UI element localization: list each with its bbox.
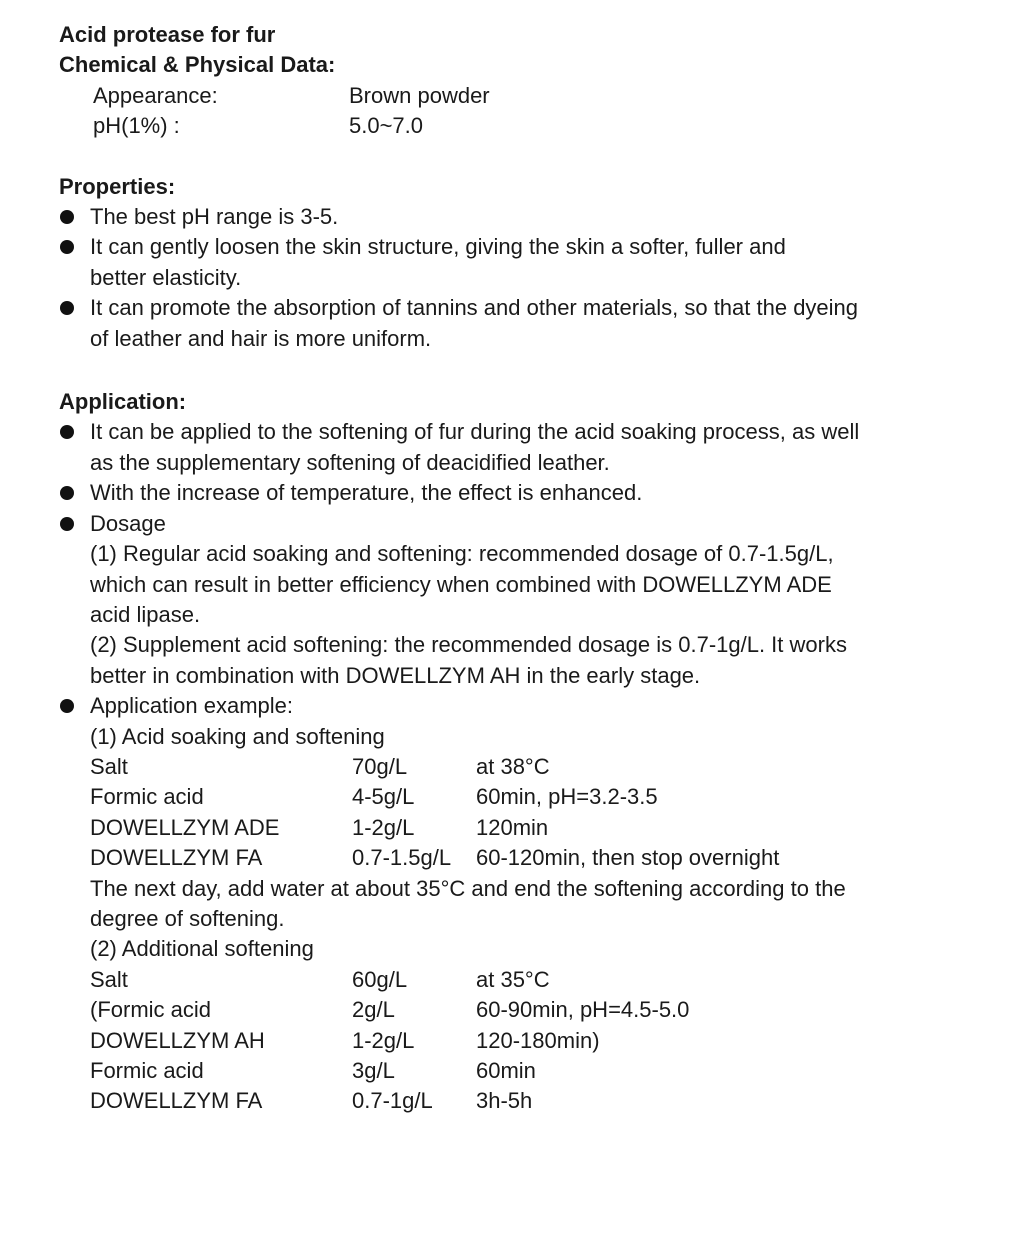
product-title: Acid protease for fur — [59, 22, 276, 47]
bullet-icon — [60, 240, 74, 254]
application-heading: Application: — [59, 389, 187, 415]
table-row: Formic acid 4-5g/L 60min, pH=3.2-3.5 — [90, 784, 658, 810]
bullet-icon — [60, 425, 74, 439]
appearance-row — [59, 81, 959, 111]
table-row: DOWELLZYM AH 1-2g/L 120-180min) — [90, 1027, 600, 1053]
table-row: DOWELLZYM ADE 1-2g/L 120min — [90, 814, 549, 840]
table-row: Salt 60g/L at 35°C — [90, 966, 550, 992]
dosage-text: (2) Supplement acid softening: the recommended dosage is 0.7-1g/L. It works — [90, 632, 847, 658]
properties-item: The best pH range is 3-5. — [59, 202, 959, 232]
table-row: DOWELLZYM FA 0.7-1g/L 3h-5h — [90, 1088, 533, 1114]
application-item: Dosage — [59, 509, 959, 539]
bullet-icon — [60, 486, 74, 500]
example-1-note: degree of softening. — [90, 905, 285, 931]
example-1-note: The next day, add water at about 35°C and end the softening according to the — [90, 875, 846, 901]
ph-row — [59, 111, 959, 141]
properties-heading: Properties: — [59, 173, 176, 199]
properties-item-cont: of leather and hair is more uniform. — [90, 325, 432, 351]
bullet-icon — [60, 301, 74, 315]
example-2-title: (2) Additional softening — [90, 936, 314, 962]
bullet-icon — [60, 210, 74, 224]
table-row: DOWELLZYM FA 0.7-1.5g/L 60-120min, then stop overnight — [90, 845, 780, 871]
properties-item: It can gently loosen the skin structure, giving the skin a softer, fuller and — [59, 232, 959, 262]
bullet-icon — [60, 517, 74, 531]
dosage-text: acid lipase. — [90, 601, 201, 627]
chemical-heading: Chemical & Physical Data: — [59, 52, 336, 78]
dosage-text: (1) Regular acid soaking and softening: recommended dosage of 0.7-1.5g/L, — [90, 541, 834, 567]
ph-value: 5.0~7.0 — [349, 113, 424, 139]
example-1-title: (1) Acid soaking and softening — [90, 723, 385, 749]
table-row: (Formic acid 2g/L 60-90min, pH=4.5-5.0 — [90, 997, 690, 1023]
properties-item: It can promote the absorption of tannins and other materials, so that the dyeing — [59, 293, 959, 323]
appearance-value: Brown powder — [349, 82, 490, 108]
appearance-label: Appearance: — [93, 82, 218, 108]
application-item: With the increase of temperature, the effect is enhanced. — [59, 478, 959, 508]
ph-label: pH(1%) : — [93, 113, 180, 139]
dosage-text: better in combination with DOWELLZYM AH in the early stage. — [90, 662, 701, 688]
dosage-text: which can result in better efficiency when combined with DOWELLZYM ADE — [90, 571, 832, 597]
properties-item-cont: better elasticity. — [90, 264, 242, 290]
application-item: It can be applied to the softening of fur during the acid soaking process, as well — [59, 417, 959, 447]
datasheet — [59, 20, 959, 1117]
table-row: Formic acid 3g/L 60min — [90, 1058, 536, 1083]
bullet-icon — [60, 699, 74, 713]
application-item-cont: as the supplementary softening of deacidified leather. — [90, 449, 610, 475]
table-row: Salt 70g/L at 38°C — [90, 753, 550, 779]
application-item: Application example: — [59, 691, 959, 721]
